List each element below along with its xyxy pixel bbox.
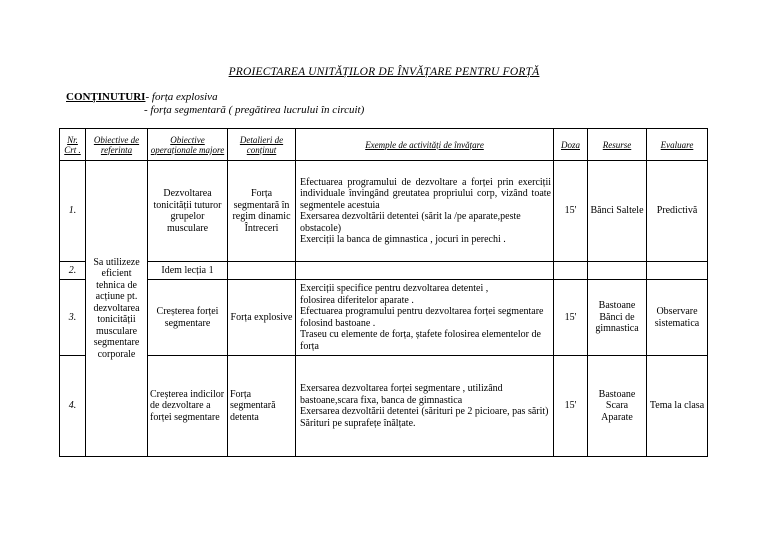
objective-ref-cell: Sa utilizeze eficient tehnica de acțiune pt. dezvoltarea tonicității musculare segmentare corporale	[86, 161, 148, 457]
row-doza	[554, 262, 588, 280]
row-activities	[296, 280, 554, 356]
row-evaluare: Observare sistematica	[647, 280, 708, 356]
document-title: PROIECTAREA UNITĂȚILOR DE ÎNVĂȚARE PENTRU FORȚĂ	[228, 66, 540, 78]
activity-item: folosirea diferitelor aparate .	[300, 294, 414, 306]
header-doza: Doza	[554, 129, 588, 161]
table-row	[60, 262, 708, 280]
activity-item: Exerciții specifice pentru dezvoltarea detentei ,	[300, 283, 489, 294]
activity-item: Exerciții la banca de gimnastica , jocuri in perechi .	[300, 234, 506, 245]
row-obj-op: Creșterea forței segmentare	[148, 280, 228, 356]
row-nr: 1.	[60, 161, 86, 262]
row-resurse	[588, 262, 647, 280]
row-resurse: Bănci Saltele	[588, 161, 647, 262]
row-activities	[296, 161, 554, 262]
content-item-1: - forța explosiva	[145, 91, 218, 103]
content-section	[66, 91, 364, 117]
row-activities	[296, 356, 554, 457]
activity-item: Exersarea dezvoltării detentei (sărituri pe 2 picioare, pas sărit)	[300, 406, 549, 417]
row-evaluare: Predictivă	[647, 161, 708, 262]
table-row	[60, 161, 708, 262]
activity-item: Exersarea dezvoltarea forței segmentare , utilizând bastoane,scara fixa, banca de gimnastica	[300, 383, 503, 406]
row-obj-op: Idem lecția 1	[148, 262, 228, 280]
row-doza: 15'	[554, 280, 588, 356]
row-resurse: Bastoane Scara Aparate	[588, 356, 647, 457]
activity-item: Efectuarea programului de dezvoltare a forței prin exerciții individuale învingând greutatea propriului corp, vizând toate segmentele acestuia	[300, 176, 551, 211]
row-evaluare: Tema la clasa	[647, 356, 708, 457]
content-label: CONȚINUTURI	[66, 91, 146, 103]
row-obj-op: Creșterea indicilor de dezvoltare a forței segmentare	[148, 356, 228, 457]
content-line-1	[66, 91, 364, 104]
row-nr: 3.	[60, 280, 86, 356]
plan-table	[59, 128, 708, 457]
row-resurse: Bastoane Bănci de gimnastica	[588, 280, 647, 356]
row-obj-op: Dezvoltarea tonicității tuturor grupelor musculare	[148, 161, 228, 262]
row-details	[228, 262, 296, 280]
row-evaluare	[647, 262, 708, 280]
header-resurse: Resurse	[588, 129, 647, 161]
row-doza: 15'	[554, 356, 588, 457]
table-row	[60, 280, 708, 356]
row-nr: 2.	[60, 262, 86, 280]
row-nr: 4.	[60, 356, 86, 457]
activity-item: Exersarea dezvoltării detentei (sărit la /pe aparate,peste obstacole)	[300, 211, 521, 234]
header-obj-op: Obiective operaționale majore	[148, 129, 228, 161]
table-row	[60, 356, 708, 457]
header-evaluare: Evaluare	[647, 129, 708, 161]
header-examples: Exemple de activități de învățare	[296, 129, 554, 161]
row-details: Forța segmentară detenta	[228, 356, 296, 457]
header-obj-ref: Obiective de referinta	[86, 129, 148, 161]
activity-item: Sărituri pe suprafețe înălțate.	[300, 417, 416, 429]
row-activities	[296, 262, 554, 280]
activity-item: Efectuarea programului pentru dezvoltarea forței segmentare folosind bastoane .	[300, 306, 544, 329]
header-row	[60, 129, 708, 161]
content-item-2: - forța segmentară ( pregătirea lucrului în circuit)	[144, 104, 365, 116]
activity-item: Traseu cu elemente de forța, ștafete folosirea elementelor de forța	[300, 329, 541, 352]
header-details: Detalieri de conținut	[228, 129, 296, 161]
row-details: Forța explosive	[228, 280, 296, 356]
row-doza: 15'	[554, 161, 588, 262]
row-details: Forța segmentară în regim dinamic Întreceri	[228, 161, 296, 262]
header-nr: Nr. Crt .	[60, 129, 86, 161]
